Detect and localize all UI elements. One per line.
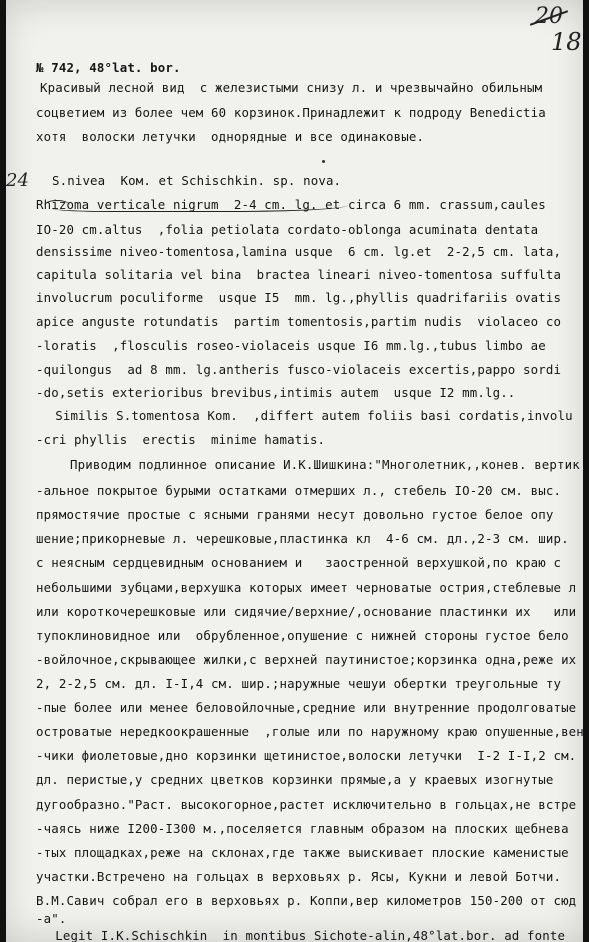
text-line: apice anguste rotundatis partim tomentosis,partim nudis violaceo co — [36, 314, 562, 329]
text-line: -чаясь ниже I200-I300 м.,поселяется главным образом на плоских щебнева — [36, 821, 569, 836]
text-line: участки.Встречено на гольцах в верховьях р. Ясы, Кукни и левой Ботчи. — [36, 869, 562, 884]
text-line: соцветием из более чем 60 корзинок.Принадлежит к подроду Benedictia — [36, 105, 546, 120]
text-line: или короткочерешковые или сидячие/верхние/,основание пластинки их или — [36, 604, 577, 619]
text-line: Similis S.tomentosa Kom. ,differt autem foliis basi cordatis,involu — [40, 408, 573, 423]
text-line: тупоклиновидное или обрубленное,опушение с нижней стороны густое бело — [36, 628, 569, 643]
scan-border-left — [0, 0, 6, 942]
text-line: -тых площадках,реже на склонах,где также выискивает плоские каменистые — [36, 845, 569, 860]
text-line: -войлочное,скрывающее жилки,с верхней паутинистое;корзинка одна,реже их — [36, 652, 577, 667]
handwritten-page-number: 18 — [551, 28, 582, 56]
text-line: -пые более или менее беловойлочные,средние или внутренние продолговатые — [36, 700, 577, 715]
text-line: хотя волоски летучки однорядные и все одинаковые. — [36, 129, 425, 144]
text-line: -quilongus ad 8 mm. lg.antheris fusco-violaceis excertis,pappo sordi — [36, 362, 562, 377]
text-line: densissime niveo-tomentosa,lamina usque 6 cm. lg.et 2-2,5 cm. lata, — [36, 244, 562, 259]
text-line: -loratis ,flosculis roseo-violaceis usque I6 mm.lg.,tubus limbo ae — [36, 338, 546, 353]
text-line: дугообразно."Раст. высокогорное,растет исключительно в гольцах,не встре — [36, 797, 577, 812]
text-line: Rhizoma verticale nigrum 2-4 cm. lg. et circa 6 mm. crassum,caules — [36, 197, 546, 212]
margin-annotation: 24 — [6, 170, 29, 191]
text-line: Приводим подлинное описание И.К.Шишкина:"Многолетник,,конев. вертик — [70, 457, 580, 472]
text-line: involucrum poculiforme usque I5 mm. lg.,phyllis quadrifariis ovatis — [36, 290, 562, 305]
text-line: дл. перистые,у средних цветков корзинки прямые,а у краевых изогнутые — [36, 772, 554, 787]
text-line: В.М.Савич собрал его в верховьях р. Коппи,вер километров 150-200 от сюд — [36, 893, 577, 908]
text-line: Красивый лесной вид с железистыми снизу л. и чрезвычайно обильным — [40, 80, 543, 95]
text-line: -cri phyllis erectis minime hamatis. — [36, 432, 326, 447]
text-line: № 742, 48°lat. bor. — [36, 60, 181, 75]
text-line: -чики фиолетовые,дно корзинки щетинистое,волоски летучки I-2 I-I,2 см. — [36, 748, 577, 763]
text-line: с неясным сердцевидным основанием и заостренной верхушкой,по краю с — [36, 555, 562, 570]
text-line: S.nivea Ком. et Schischkin. sp. nova. — [52, 173, 342, 188]
text-line: -do,setis exterioribus brevibus,intimis autem usque I2 mm.lg.. — [36, 385, 516, 400]
text-line: шение;прикорневые л. черешковые,пластинка кл 4-6 см. дл.,2-3 см. шир. — [36, 531, 569, 546]
text-line: IO-20 cm.altus ,folia petiolata cordato-oblonga acuminata dentata — [36, 222, 539, 237]
text-line: 2, 2-2,5 см. дл. I-I,4 см. шир.;наружные чешуи обертки треугольные ту — [36, 676, 562, 691]
text-line: Legit I.K.Schischkin in montibus Sichote-alin,48°lat.bor. ad fonte — [40, 928, 566, 942]
scan-border-right — [583, 0, 589, 942]
text-line: небольшими зубцами,верхушка которых имеет черноватые острия,стеблевые л — [36, 580, 577, 595]
ink-speck — [322, 160, 325, 163]
text-line: -а". — [36, 911, 67, 926]
text-line: прямостячие простые с ясными гранями несут довольно густое белое опу — [36, 507, 554, 522]
text-line: -альное покрытое бурыми остатками отмерших л., стебель IO-20 см. выс. — [36, 483, 562, 498]
struck-page-number: 20 — [535, 4, 563, 29]
text-line: capitula solitaria vel bina bractea lineari niveo-tomentosa suffulta — [36, 267, 562, 282]
text-line: островатые нередкоокрашенные ,голые или по наружному краю опушенные,вен — [36, 724, 584, 739]
